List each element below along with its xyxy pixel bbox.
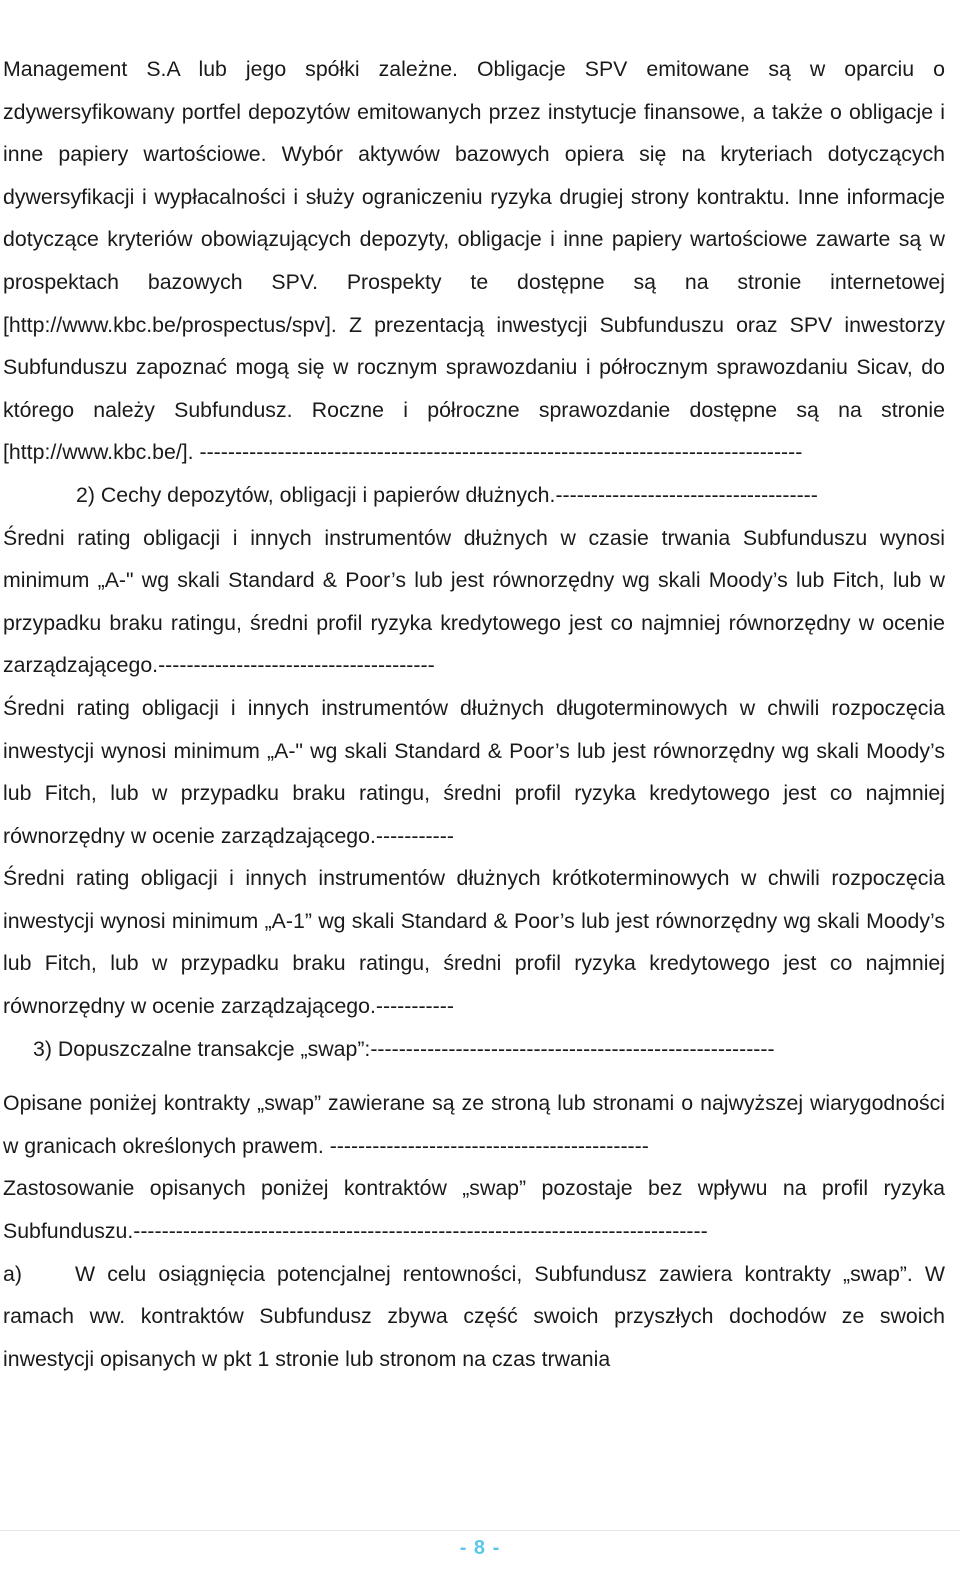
paragraph-swap-counterparty: Opisane poniżej kontrakty „swap” zawierane są ze stroną lub stronami o najwyższej wiarygodności w granicach określonych prawem. ---------------------------------------------: [3, 1091, 945, 1158]
footer-divider: [0, 1530, 960, 1531]
paragraph-spv-description: Management S.A lub jego spółki zależne. Obligacje SPV emitowane są w oparciu o zdywersyfikowany portfel depozytów emitowanych przez instytucje finansowe, a także o obligacje i inne papiery wartościowe. Wybór aktywów bazowych opiera się na kryteriach dotyczących dywersyfikacji i wypłacalności i służy ograniczeniu ryzyka drugiej strony kontraktu. Inne informacje dotyczące kryteriów obowiązujących depozyty, obligacje i inne papiery wartościowe zawarte są w prospektach bazowych SPV. Prospekty te dostępne są na stronie internetowej [http://www.kbc.be/prospectus/spv]. Z prezentacją inwestycji Subfunduszu oraz SPV inwestorzy Subfunduszu zapoznać mogą się w rocznym sprawozdaniu i półrocznym sprawozdaniu Sicav, do którego należy Subfundusz. Roczne i półroczne sprawozdanie dostępne są na stronie [http://www.kbc.be/]. -------------------------------------------------------------------------------------: [3, 57, 945, 465]
list-item-a: [3, 1253, 945, 1381]
list-item-label: a): [3, 1261, 22, 1286]
paragraph-long-term-rating: Średni rating obligacji i innych instrumentów dłużnych długoterminowych w chwili rozpoczęcia inwestycji wynosi minimum „A-" wg skali Standard & Poor’s lub jest równorzędny wg skali Moody’s lub Fitch, lub w przypadku braku ratingu, średni profil ryzyka kredytowego jest co najmniej równorzędny w ocenie zarządzającego.-----------: [3, 695, 945, 848]
section-heading-3: 3) Dopuszczalne transakcje „swap”:---------------------------------------------------------: [33, 1036, 775, 1061]
page-number: - 8 -: [459, 1537, 501, 1559]
document-body: [3, 48, 945, 1380]
paragraph-short-term-rating: Średni rating obligacji i innych instrumentów dłużnych krótkoterminowych w chwili rozpoczęcia inwestycji wynosi minimum „A-1” wg skali Standard & Poor’s lub jest równorzędny wg skali Moody’s lub Fitch, lub w przypadku braku ratingu, średni profil ryzyka kredytowego jest co najmniej równorzędny w ocenie zarządzającego.-----------: [3, 866, 945, 1019]
paragraph-average-rating: Średni rating obligacji i innych instrumentów dłużnych w czasie trwania Subfunduszu wynosi minimum „A-" wg skali Standard & Poor’s lub jest równorzędny wg skali Moody’s lub Fitch, lub w przypadku braku ratingu, średni profil ryzyka kredytowego jest co najmniej równorzędny w ocenie zarządzającego.---------------------------------------: [3, 525, 945, 678]
page-footer: [0, 1530, 960, 1564]
section-heading-2: 2) Cechy depozytów, obligacji i papierów dłużnych.-------------------------------------: [76, 482, 818, 507]
paragraph-swap-risk-profile: Zastosowanie opisanych poniżej kontraktów „swap” pozostaje bez wpływu na profil ryzyka Subfunduszu.---------------------------------------------------------------------------------: [3, 1176, 945, 1244]
list-item-text: W celu osiągnięcia potencjalnej rentowności, Subfundusz zawiera kontrakty „swap”. W ramach ww. kontraktów Subfundusz zbywa część swoich przyszłych dochodów ze swoich inwestycji opisanych w pkt 1 stronie lub stronom na czas trwania: [3, 1261, 945, 1371]
